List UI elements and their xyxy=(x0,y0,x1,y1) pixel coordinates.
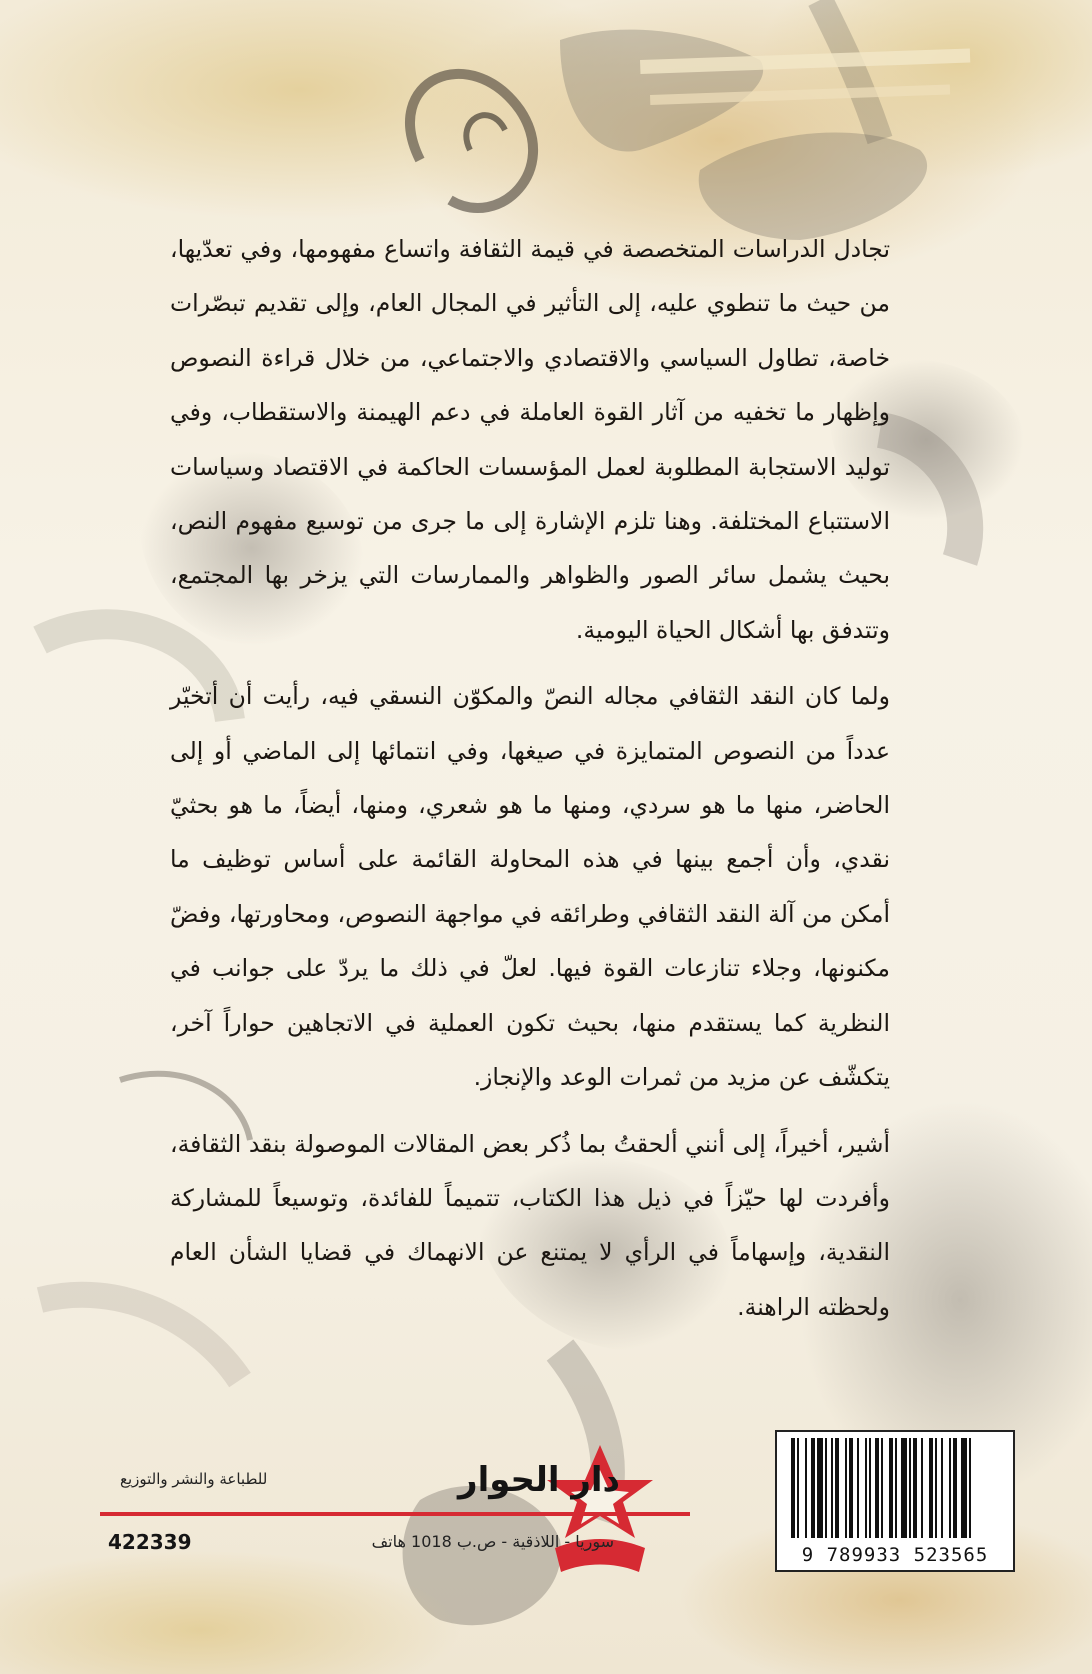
barcode-bar xyxy=(845,1438,847,1538)
barcode-bar xyxy=(913,1438,917,1538)
barcode-bar xyxy=(881,1438,883,1538)
barcode-bar xyxy=(935,1438,937,1538)
barcode-bar xyxy=(811,1438,815,1538)
barcode-bar xyxy=(921,1438,923,1538)
barcode-bar xyxy=(929,1438,933,1538)
barcode-bar xyxy=(831,1438,833,1538)
barcode-bar xyxy=(895,1438,897,1538)
barcode-bar xyxy=(901,1438,907,1538)
barcode-bar xyxy=(909,1438,911,1538)
back-cover-blurb xyxy=(170,222,890,1346)
barcode-bar xyxy=(865,1438,867,1538)
isbn-digits: 9 789933 523565 xyxy=(801,1544,989,1566)
publisher-phone-number: 422339 xyxy=(108,1530,192,1554)
publisher-divider xyxy=(100,1512,690,1516)
barcode-bars xyxy=(777,1436,1013,1546)
publisher-tagline: للطباعة والنشر والتوزيع xyxy=(120,1470,268,1488)
barcode-bar xyxy=(835,1438,839,1538)
barcode-bar xyxy=(875,1438,879,1538)
barcode-bar xyxy=(805,1438,807,1538)
blurb-paragraph-3: أشير، أخيراً، إلى أنني ألحقتُ بما ذُكر بعض المقالات الموصولة بنقد الثقافة، وأفردت لها حيّزاً في ذيل هذا الكتاب، تتميماً للفائدة، وتوسيعاً للمشاركة النقدية، وإسهاماً في الرأي لا يمتنع عن الانهماك في قضايا الشأن العام ولحظته الراهنة. xyxy=(170,1129,890,1321)
publisher-address: سوريا - اللاذقية - ص.ب 1018 هاتف xyxy=(371,1532,614,1551)
barcode-bar xyxy=(817,1438,823,1538)
barcode-bar xyxy=(791,1438,795,1538)
barcode-bar xyxy=(825,1438,827,1538)
barcode-bar xyxy=(797,1438,799,1538)
publisher-block xyxy=(100,1430,680,1570)
barcode-bar xyxy=(849,1438,853,1538)
blurb-paragraph-2: ولما كان النقد الثقافي مجاله النصّ والمكوّن النسقي فيه، رأيت أن أتخيّر عدداً من النصوص المتمايزة في صيغها، وفي انتمائها إلى الماضي أو إلى الحاضر، منها ما هو سردي، ومنها ما هو شعري، ومنها، أيضاً، ما هو بحثيّ نقدي، وأن أجمع بينها في هذه المحاولة القائمة على أساس توظيف ما أمكن من آلة النقد الثقافي وطرائقه في مواجهة النصوص، ومحاورتها، وفضّ مكنونها، وجلاء تنازعات القوة فيها. لعلّ في ذلك ما يردّ على جوانب في النظرية كما يستقدم منها، بحيث تكون العملية في الاتجاهين حواراً آخر، يتكشّف عن مزيد من ثمرات الوعد والإنجاز. xyxy=(170,682,890,1092)
barcode-bar xyxy=(869,1438,871,1538)
barcode-bar xyxy=(953,1438,957,1538)
barcode-bar xyxy=(857,1438,859,1538)
blurb-paragraph-1: تجادل الدراسات المتخصصة في قيمة الثقافة واتساع مفهومها، وفي تعدّيها، من حيث ما تنطوي عليه، إلى التأثير في المجال العام، وإلى تقديم تبصّرات خاصة، تطاول السياسي والاقتصادي والاجتماعي، من خلال قراءة النصوص وإظهار ما تخفيه من آثار القوة العاملة في دعم الهيمنة والاستقطاب، وفي توليد الاستجابة المطلوبة لعمل المؤسسات الحاكمة في الاقتصاد وسياسات الاستتباع المختلفة. وهنا تلزم الإشارة إلى ما جرى من توسيع مفهوم النص، بحيث يشمل سائر الصور والظواهر والممارسات التي يزخر بها المجتمع، وتتدفق بها أشكال الحياة اليومية. xyxy=(170,235,890,644)
barcode-bar xyxy=(961,1438,967,1538)
barcode-bar xyxy=(941,1438,943,1538)
isbn-barcode xyxy=(775,1430,1015,1572)
barcode-bar xyxy=(969,1438,971,1538)
barcode-bar xyxy=(949,1438,951,1538)
publisher-name: دار الحوار xyxy=(458,1460,620,1500)
barcode-bar xyxy=(889,1438,893,1538)
